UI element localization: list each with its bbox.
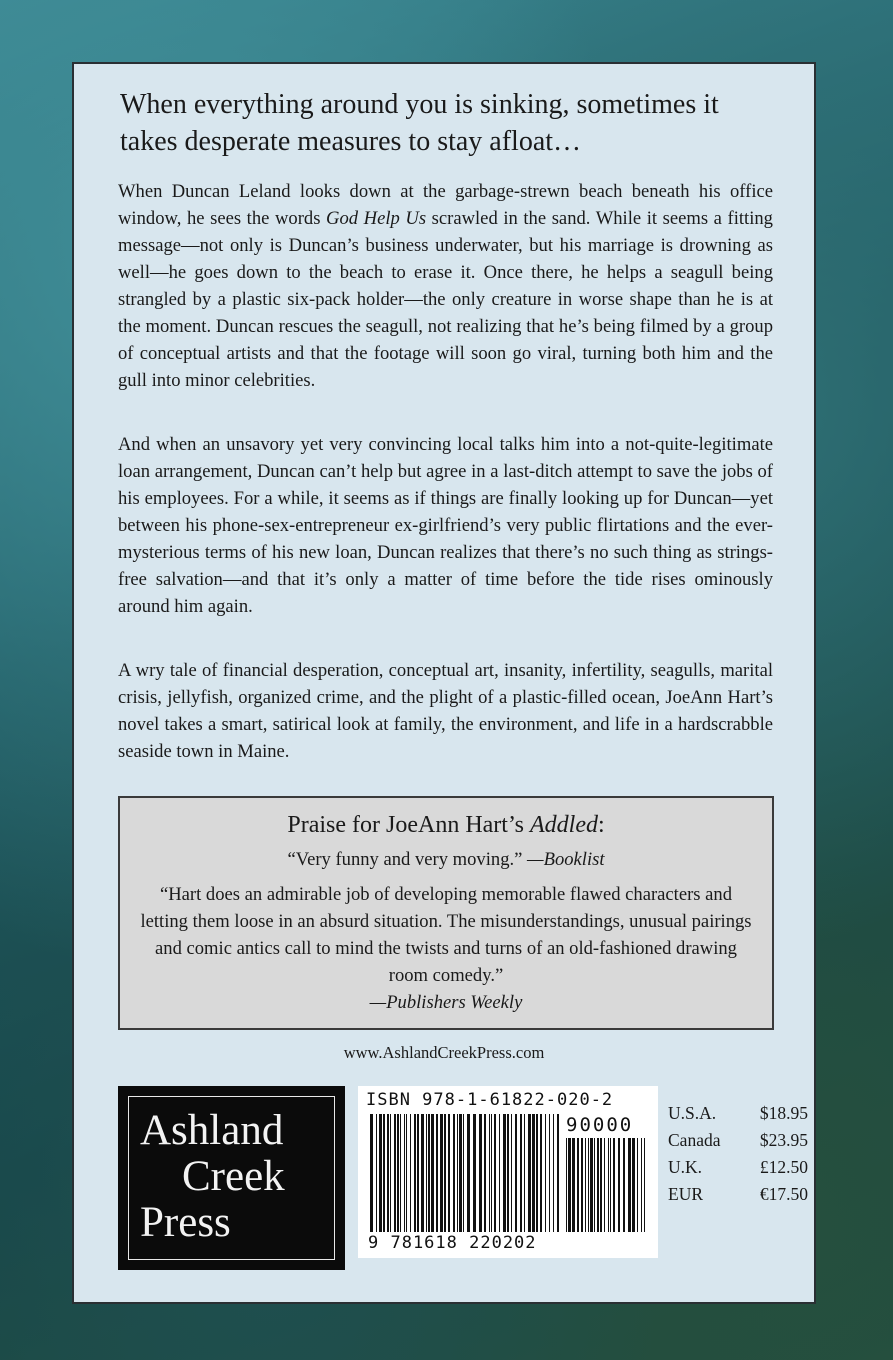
price-region: EUR	[668, 1184, 703, 1204]
barcode-bar	[568, 1138, 571, 1232]
barcode-bar	[390, 1114, 391, 1232]
barcode-bar	[641, 1138, 642, 1232]
barcode-bar	[588, 1138, 589, 1232]
publisher-logo	[118, 1086, 345, 1270]
barcode-bar	[507, 1114, 509, 1232]
barcode-bar	[404, 1114, 405, 1232]
barcode-bar	[637, 1138, 638, 1232]
barcode-bar	[394, 1114, 396, 1232]
price-region: U.S.A.	[668, 1103, 717, 1123]
barcode-bar	[436, 1114, 438, 1232]
barcode-bar	[489, 1114, 490, 1232]
barcode-bar	[610, 1138, 611, 1232]
barcode-bar	[431, 1114, 434, 1232]
barcode-bar	[600, 1138, 602, 1232]
price-value: $18.95	[759, 1103, 808, 1123]
barcode-bar	[532, 1114, 535, 1232]
headline: When everything around you is sinking, sometimes it takes desperate measures to stay afloat…	[120, 89, 719, 157]
barcode-bar	[428, 1114, 430, 1232]
praise-quote-1-source: —Booklist	[527, 849, 605, 870]
barcode-bar	[376, 1114, 377, 1232]
back-cover-panel	[72, 62, 816, 1304]
barcode-addon-code: 90000	[566, 1114, 634, 1136]
price-row	[668, 1154, 808, 1181]
barcode-bar	[585, 1138, 586, 1232]
barcode-bar	[520, 1114, 522, 1232]
barcode-bar	[448, 1114, 450, 1232]
barcode-bar	[400, 1114, 401, 1232]
barcode-bar	[581, 1138, 583, 1232]
website-url: www.AshlandCreekPress.com	[343, 1043, 545, 1062]
praise-box	[118, 796, 774, 1030]
barcode-bar	[536, 1114, 538, 1232]
barcode-bar	[503, 1114, 506, 1232]
praise-title-book: Addled	[529, 812, 598, 838]
barcode-bar	[457, 1114, 458, 1232]
barcode-bar	[604, 1138, 605, 1232]
barcode-bar	[379, 1114, 382, 1232]
barcode-bar	[459, 1114, 462, 1232]
barcode-bar	[414, 1114, 416, 1232]
price-row	[668, 1100, 808, 1127]
synopsis-text-1a: When Duncan Leland looks down at the garbage-strewn beach beneath his office window, he sees the words	[118, 181, 773, 229]
logo-line-2: Creek	[182, 1153, 285, 1200]
price-region: Canada	[668, 1130, 721, 1150]
barcode-bar	[577, 1138, 579, 1232]
price-value: £12.50	[759, 1157, 808, 1177]
barcode-bar	[628, 1138, 631, 1232]
price-row	[668, 1181, 808, 1208]
barcode-bar	[463, 1114, 464, 1232]
barcode-bar	[597, 1138, 599, 1232]
synopsis-paragraph-3: A wry tale of financial desperation, conceptual art, insanity, infertility, seagulls, marital crisis, jellyfish, organized crime, and the plight of a plastic-filled ocean, JoeAnn Hart’s novel takes a smart, satirical look at family, the environment, and life in a hardscrabble seaside town in Maine.	[118, 660, 773, 762]
praise-quote-1-text: “Very funny and very moving.”	[287, 849, 528, 870]
barcode-bar	[623, 1138, 625, 1232]
barcode-bar	[608, 1138, 609, 1232]
barcode-bar	[572, 1138, 575, 1232]
praise-quote-1	[120, 846, 772, 873]
barcode-addon-bars-icon	[566, 1138, 648, 1232]
barcode-bar	[426, 1114, 427, 1232]
barcode-bar	[540, 1114, 542, 1232]
barcode-bar	[557, 1114, 559, 1232]
barcode-bar	[528, 1114, 531, 1232]
barcode-bar	[590, 1138, 593, 1232]
praise-quote-2-source: —Publishers Weekly	[369, 992, 523, 1013]
barcode-bar	[594, 1138, 595, 1232]
ean-number: 9 781618 220202	[368, 1233, 537, 1253]
barcode-bar	[473, 1114, 476, 1232]
barcode-bar	[511, 1114, 512, 1232]
logo-line-3: Press	[140, 1199, 231, 1246]
praise-quote-2: “Hart does an admirable job of developing memorable flawed characters and letting them loose in an absurd situation. The misunderstandings, unusual pairings and comic antics call to mind the twists and turns of an old-fashioned drawing room comedy.”	[140, 884, 752, 986]
barcode-bar	[387, 1114, 389, 1232]
barcode-bar	[632, 1138, 635, 1232]
barcode-bar	[524, 1114, 525, 1232]
barcode-bar	[545, 1114, 546, 1232]
barcode-bar	[453, 1114, 455, 1232]
price-region: U.K.	[668, 1157, 703, 1177]
barcode-bar	[484, 1114, 486, 1232]
barcode-bar	[383, 1114, 385, 1232]
isbn-label: ISBN 978-1-61822-020-2	[366, 1090, 614, 1110]
synopsis-paragraph-1	[118, 178, 773, 394]
barcode-bar	[644, 1138, 645, 1232]
barcode-bar	[566, 1138, 567, 1232]
barcode-bar	[553, 1114, 554, 1232]
synopsis-text-1b: scrawled in the sand. While it seems a fitting message—not only is Duncan’s business underwater, but his marriage is drowning as well—he goes down to the beach to erase it. Once there, he helps a seagull being strangled by a plastic six-pack holder—the only creature in worse shape than he is at the moment. Duncan rescues the seagull, not realizing that he’s being filmed by a group of conceptual artists and that the footage will soon go viral, turning both him and the gull into minor celebrities.	[118, 208, 773, 391]
price-value: $23.95	[759, 1130, 808, 1150]
barcode-bars-icon	[370, 1114, 560, 1232]
barcode-bar	[467, 1114, 470, 1232]
price-list	[668, 1100, 808, 1208]
barcode-bar	[491, 1114, 492, 1232]
barcode-bar	[370, 1114, 373, 1232]
praise-title-prefix: Praise for JoeAnn Hart’s	[287, 812, 530, 838]
barcode	[358, 1086, 658, 1258]
barcode-bar	[613, 1138, 615, 1232]
barcode-bar	[440, 1114, 443, 1232]
price-value: €17.50	[759, 1184, 808, 1204]
barcode-bar	[499, 1114, 500, 1232]
barcode-bar	[494, 1114, 496, 1232]
barcode-bar	[444, 1114, 446, 1232]
logo-line-1: Ashland	[140, 1107, 284, 1154]
barcode-bar	[417, 1114, 419, 1232]
barcode-bar	[406, 1114, 407, 1232]
barcode-bar	[479, 1114, 482, 1232]
barcode-bar	[549, 1114, 550, 1232]
barcode-bar	[397, 1114, 399, 1232]
barcode-bar	[618, 1138, 620, 1232]
barcode-bar	[421, 1114, 424, 1232]
synopsis-emphasis: God Help Us	[326, 208, 427, 229]
praise-title	[120, 810, 772, 840]
praise-title-suffix: :	[597, 812, 605, 838]
barcode-bar	[410, 1114, 411, 1232]
price-row	[668, 1127, 808, 1154]
synopsis-paragraph-2: And when an unsavory yet very convincing local talks him into a not-quite-legitimate loan arrangement, Duncan can’t help but agree in a last-ditch attempt to save the jobs of his employees. For a while, it seems as if things are finally looking up for Duncan—yet between his phone-sex-entrepreneur ex-girlfriend’s very public flirtations and the ever-mysterious terms of his new loan, Duncan realizes that there’s no such thing as strings-free salvation—and that it’s only a matter of time before the tide rises ominously around him again.	[118, 434, 773, 617]
barcode-bar	[515, 1114, 517, 1232]
